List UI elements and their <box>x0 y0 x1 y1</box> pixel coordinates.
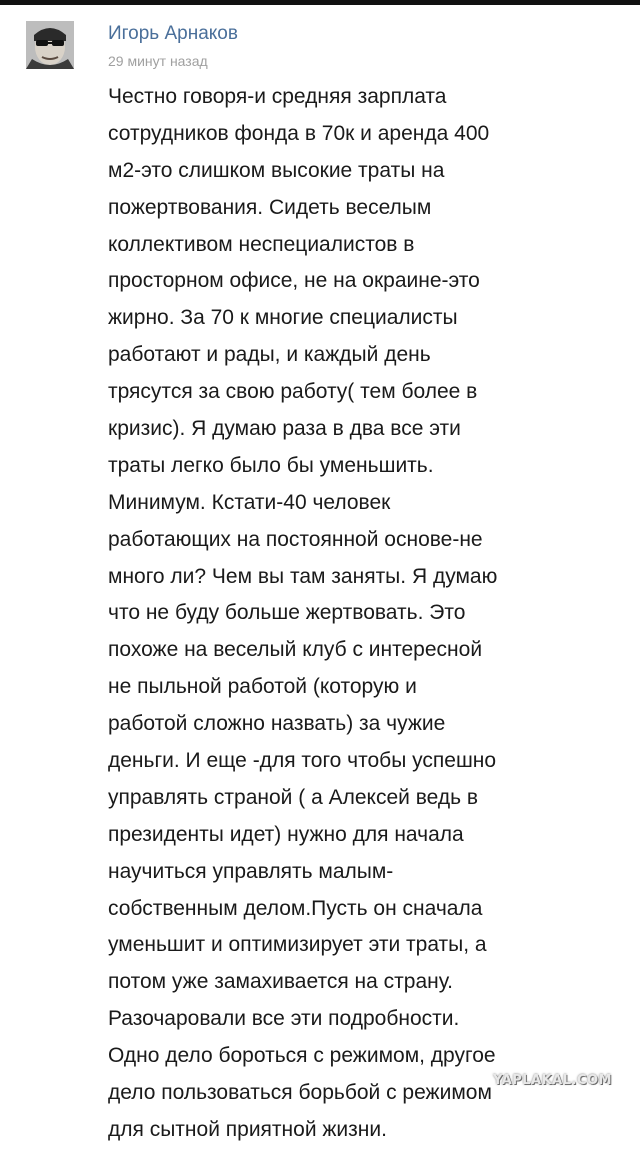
comment-text-line: Одно дело бороться с режимом, другое <box>108 1044 496 1068</box>
comment-text-line: трясутся за свою работу( тем более в <box>108 380 478 404</box>
comment-timestamp: 29 минут назад <box>108 53 208 69</box>
comment-text-line: что не буду больше жертвовать. Это <box>108 601 466 625</box>
comment-text-line: работающих на постоянной основе-не <box>108 527 483 551</box>
comment-card <box>0 5 640 1141</box>
comment-text-line: похоже на веселый клуб с интересной <box>108 638 483 662</box>
comment-text-line: м2-это слишком высокие траты на <box>108 158 445 182</box>
comment-text-line: потом уже замахивается на страну. <box>108 970 453 994</box>
author-name[interactable]: Игорь Арнаков <box>108 23 238 44</box>
user-avatar-icon <box>26 21 74 69</box>
comment-text-line: траты легко было бы уменьшить. <box>108 453 434 477</box>
comment-text-line: жирно. За 70 к многие специалисты <box>108 306 458 330</box>
comment-text-line: уменьшит и оптимизирует эти траты, а <box>108 933 487 957</box>
comment-text-line: сотрудников фонда в 70к и аренда 400 <box>108 121 490 145</box>
comment-text-line: управлять страной ( а Алексей ведь в <box>108 785 479 809</box>
comment-text-line: работают и рады, и каждый день <box>108 343 431 367</box>
comment-text-line: работой сложно назвать) за чужие <box>108 712 446 736</box>
comment-text-line: не пыльной работой (которую и <box>108 675 417 699</box>
comment-text-line: дело пользоваться борьбой с режимом <box>108 1081 492 1105</box>
comment-text-line: Разочаровали все эти подробности. <box>108 1007 460 1031</box>
comment-text-line: собственным делом.Пусть он сначала <box>108 896 483 920</box>
comment-text-line: деньги. И еще -для того чтобы успешно <box>108 749 497 773</box>
comment-text-line: Минимум. Кстати-40 человек <box>108 490 391 514</box>
comment-text-line: президенты идет) нужно для начала <box>108 822 464 846</box>
comment-text-line: много ли? Чем вы там заняты. Я думаю <box>108 564 498 588</box>
comment-text-line: Честно говоря-и средняя зарплата <box>108 85 447 108</box>
comment-text-line: научиться управлять малым- <box>108 859 394 883</box>
avatar[interactable] <box>26 21 74 69</box>
comment-text <box>108 79 633 1141</box>
comment-text-line: коллективом неспециалистов в <box>108 232 415 256</box>
comment-text-line: для сытной приятной жизни. <box>108 1117 387 1141</box>
comment-text-line: пожертвования. Сидеть веселым <box>108 195 432 219</box>
site-watermark: YAPLAKAL.COM <box>493 1073 612 1088</box>
comment-text-line: кризис). Я думаю раза в два все эти <box>108 417 461 441</box>
comment-text-line: просторном офисе, не на окраине-это <box>108 269 480 293</box>
